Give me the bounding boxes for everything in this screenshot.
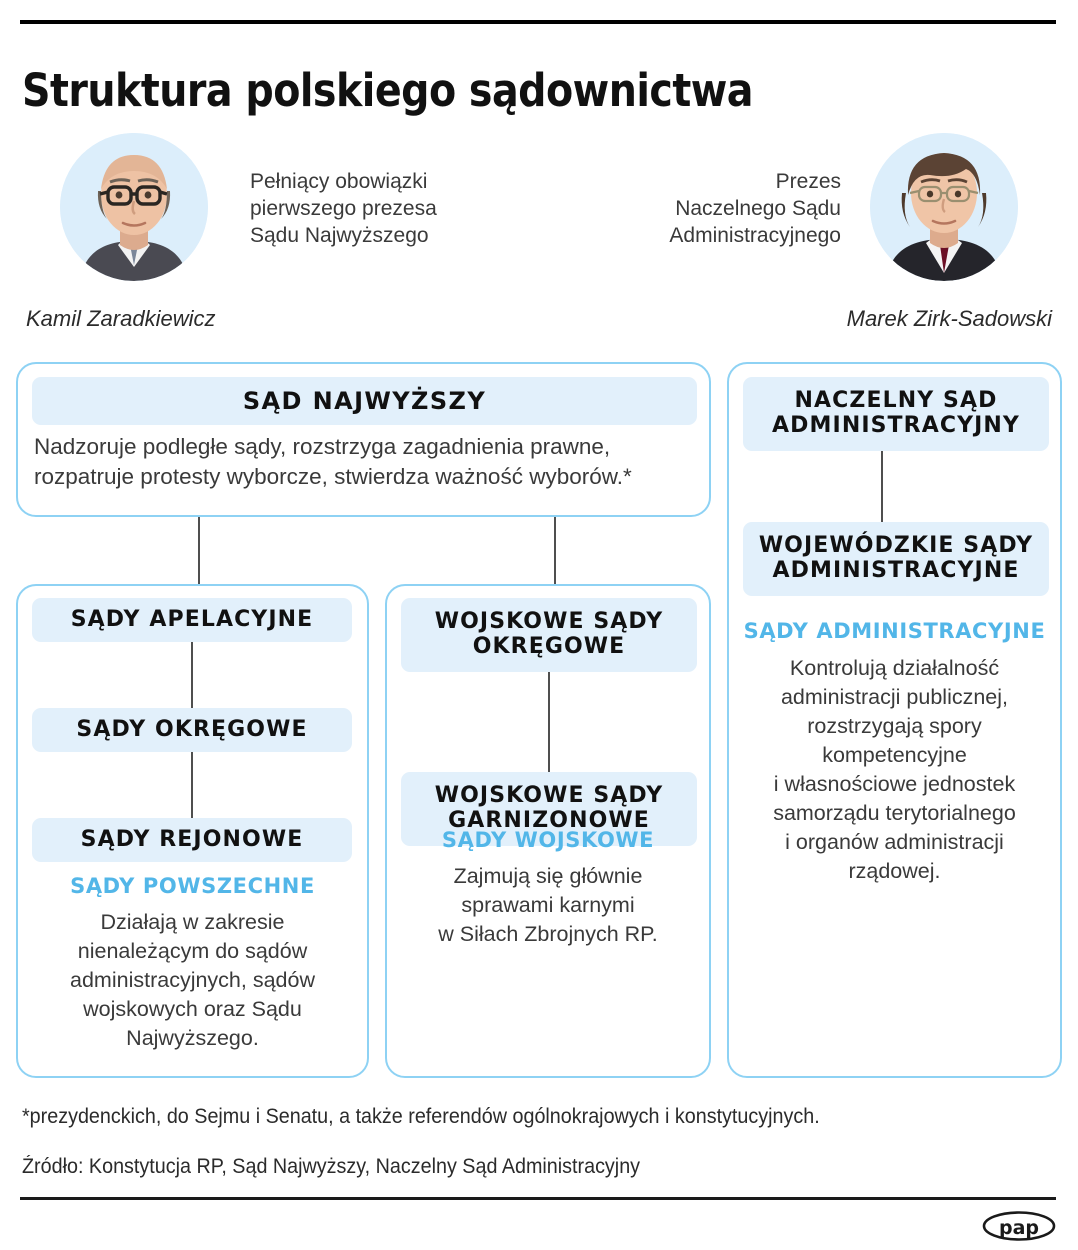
role-line: Prezes (775, 170, 841, 193)
description-line: nienależącym do sądów (77, 939, 308, 963)
description-line: i własnościowe jednostek (773, 772, 1016, 796)
node-label-line: WOJSKOWE SĄDY (434, 783, 664, 809)
description-line: administracyjnych, sądów (70, 968, 315, 992)
connector-nsa-wsa (881, 451, 883, 522)
description-line: Nadzoruje podległe sądy, rozstrzyga zagadnienia prawne, (34, 434, 611, 459)
panel-administrative-courts (727, 362, 1062, 1078)
person-role (250, 168, 520, 249)
node-wojewodzkie-sady-administracyjne (743, 522, 1049, 596)
description-line: Działają w zakresie (100, 910, 285, 934)
panel-military-courts (385, 584, 711, 1078)
node-label-line: WOJEWÓDZKIE SĄDY (758, 533, 1034, 559)
pap-logo (982, 1211, 1056, 1241)
description-administrative-courts (739, 654, 1050, 886)
connector-supreme-to-common (198, 517, 200, 584)
node-label-line: OKRĘGOWE (472, 634, 626, 659)
person-name: Kamil Zaradkiewicz (26, 306, 216, 331)
description-line: kompetencyjne (822, 743, 967, 767)
node-naczelny-sad-administracyjny (743, 377, 1049, 451)
role-line: Naczelnego Sądu (675, 197, 841, 220)
node-label: SĄDY APELACYJNE (70, 606, 314, 632)
description-line: Kontrolują działalność (789, 656, 1000, 680)
node-label: SĄDY OKRĘGOWE (76, 716, 308, 742)
panel-supreme-court (16, 362, 711, 517)
node-sady-okregowe (32, 708, 352, 752)
connector-supreme-to-military (554, 517, 556, 584)
description-common-courts (28, 908, 357, 1053)
description-line: rozstrzygają spory (807, 714, 982, 738)
node-label-line: ADMINISTRACYJNE (772, 558, 1020, 583)
footnote-source: Źródło: Konstytucja RP, Sąd Najwyższy, Naczelny Sąd Administracyjny (22, 1155, 641, 1178)
role-line: Sądu Najwyższego (250, 224, 429, 247)
node-label-line: NACZELNY SĄD (794, 388, 998, 414)
role-line: Pełniący obowiązki (250, 170, 428, 193)
panel-common-courts (16, 584, 369, 1078)
node-label (435, 610, 663, 659)
bottom-divider (20, 1197, 1056, 1200)
avatar (60, 133, 208, 281)
avatar (870, 133, 1018, 281)
court-structure-diagram (16, 362, 1062, 1078)
description-line: Zajmują się głównie (453, 864, 643, 888)
heading-administrative-courts: SĄDY ADMINISTRACYJNE (743, 619, 1046, 643)
connector-okregowe-rejonowe (191, 752, 193, 818)
node-label-line: GARNIZONOWE (448, 808, 650, 833)
node-label-line: ADMINISTRACYJNY (772, 413, 1020, 438)
portraits-row (22, 128, 1056, 343)
node-label: SĄDY REJONOWE (80, 826, 304, 852)
person-card-right (556, 128, 1056, 343)
footnote-asterisk: *prezydenckich, do Sejmu i Senatu, a także referendów ogólnokrajowych i konstytucyjnych. (22, 1105, 820, 1128)
node-label: SĄD NAJWYŻSZY (242, 386, 487, 415)
person-name: Marek Zirk-Sadowski (846, 306, 1052, 331)
person-card-left (22, 128, 522, 343)
node-label (759, 534, 1033, 583)
pap-logo-icon (982, 1211, 1056, 1241)
connector-apelacyjne-okregowe (191, 642, 193, 708)
person-role (561, 168, 841, 249)
description-line: rozpatruje protesty wyborcze, stwierdza ważność wyborów.* (34, 464, 632, 489)
description-military-courts (397, 862, 699, 949)
heading-military-courts: SĄDY WOJSKOWE (441, 828, 655, 852)
role-line: Administracyjnego (669, 224, 841, 247)
description-line: rządowej. (848, 859, 941, 883)
node-label (435, 784, 663, 833)
node-wojskowe-sady-okregowe (401, 598, 697, 672)
connector-okregowe-garnizonowe (548, 672, 550, 772)
node-sad-najwyzszy (32, 377, 697, 425)
node-sady-apelacyjne (32, 598, 352, 642)
role-line: pierwszego prezesa (250, 197, 437, 220)
node-label-line: WOJSKOWE SĄDY (434, 609, 664, 635)
description-line: w Siłach Zbrojnych RP. (438, 922, 658, 946)
pap-logo-text: pap (998, 1217, 1040, 1239)
description-line: wojskowych oraz Sądu (83, 997, 302, 1021)
description-line: samorządu terytorialnego (773, 801, 1016, 825)
node-sady-rejonowe (32, 818, 352, 862)
description-line: i organów administracji (785, 830, 1004, 854)
description-line: Najwyższego. (126, 1026, 259, 1050)
heading-common-courts: SĄDY POWSZECHNE (70, 874, 315, 898)
portrait-photo-icon (60, 133, 208, 281)
node-label (772, 389, 1020, 438)
top-divider (20, 20, 1056, 24)
description-line: administracji publicznej, (780, 685, 1009, 709)
description-line: sprawami karnymi (461, 893, 635, 917)
portrait-photo-icon (870, 133, 1018, 281)
supreme-court-description (34, 432, 702, 492)
page-title: Struktura polskiego sądownictwa (22, 64, 754, 118)
